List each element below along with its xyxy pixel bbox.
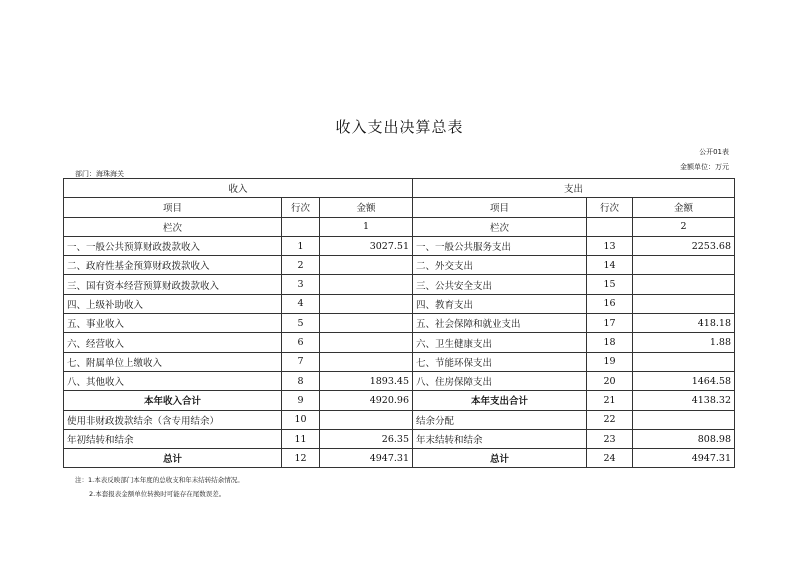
expense-column-blank (587, 217, 633, 236)
table-row (64, 391, 735, 410)
income-item: 三、国有资本经营预算财政拨款收入 (64, 275, 282, 294)
expense-item: 七、节能环保支出 (413, 352, 587, 371)
expense-row-number: 14 (587, 256, 633, 275)
expense-row-number: 16 (587, 294, 633, 313)
income-item: 七、附属单位上缴收入 (64, 352, 282, 371)
income-item: 使用非财政拨款结余（含专用结余） (64, 410, 282, 429)
expense-amount: 2253.68 (633, 236, 735, 255)
income-item: 六、经营收入 (64, 333, 282, 352)
expense-item: 结余分配 (413, 410, 587, 429)
expense-amount (633, 256, 735, 275)
income-rowno-header: 行次 (282, 198, 320, 217)
amount-unit: 金额单位：万元 (680, 163, 729, 171)
expense-row-number: 22 (587, 410, 633, 429)
income-amount: 1893.45 (320, 371, 413, 390)
table-row (64, 371, 735, 390)
income-row-number: 4 (282, 294, 320, 313)
expense-header: 支出 (413, 179, 735, 198)
income-item: 二、政府性基金预算财政拨款收入 (64, 256, 282, 275)
income-item: 五、事业收入 (64, 314, 282, 333)
table-row (64, 333, 735, 352)
income-row-number: 3 (282, 275, 320, 294)
expense-amount (633, 410, 735, 429)
income-amount: 4920.96 (320, 391, 413, 410)
expense-row-number: 23 (587, 429, 633, 448)
income-amount: 3027.51 (320, 236, 413, 255)
column-header-row (64, 198, 735, 217)
income-amount: 26.35 (320, 429, 413, 448)
expense-row-number: 20 (587, 371, 633, 390)
income-item: 本年收入合计 (64, 391, 282, 410)
income-row-number: 9 (282, 391, 320, 410)
table-row (64, 256, 735, 275)
income-amount (320, 352, 413, 371)
income-amount (320, 333, 413, 352)
income-row-number: 7 (282, 352, 320, 371)
expense-amount: 418.18 (633, 314, 735, 333)
expense-amount: 4138.32 (633, 391, 735, 410)
table-row (64, 449, 735, 468)
footnotes (75, 473, 244, 501)
income-item: 总计 (64, 449, 282, 468)
expense-amount: 808.98 (633, 429, 735, 448)
expense-amount (633, 294, 735, 313)
expense-item: 五、社会保障和就业支出 (413, 314, 587, 333)
expense-row-number: 17 (587, 314, 633, 333)
expense-amount (633, 275, 735, 294)
income-amount: 4947.31 (320, 449, 413, 468)
income-row-number: 11 (282, 429, 320, 448)
expense-amount-header: 金额 (633, 198, 735, 217)
footnote-1: 注：1.本表反映部门本年度的总收支和年末结转结余情况。 (75, 476, 244, 484)
department-label: 部门：海珠海关 (75, 170, 124, 178)
income-row-number: 12 (282, 449, 320, 468)
expense-item: 一、一般公共服务支出 (413, 236, 587, 255)
table-row (64, 429, 735, 448)
table-row (64, 410, 735, 429)
income-item-header: 项目 (64, 198, 282, 217)
table-row (64, 275, 735, 294)
expense-item: 八、住房保障支出 (413, 371, 587, 390)
income-item: 一、一般公共预算财政拨款收入 (64, 236, 282, 255)
income-row-number: 10 (282, 410, 320, 429)
income-amount (320, 294, 413, 313)
expense-item-header: 项目 (413, 198, 587, 217)
expense-row-number: 19 (587, 352, 633, 371)
expense-rowno-header: 行次 (587, 198, 633, 217)
page-title: 收入支出决算总表 (335, 118, 464, 136)
expense-column-label: 栏次 (413, 217, 587, 236)
expense-row-number: 18 (587, 333, 633, 352)
table-row (64, 314, 735, 333)
expense-amount: 1464.58 (633, 371, 735, 390)
section-header-row (64, 179, 735, 198)
expense-row-number: 21 (587, 391, 633, 410)
income-item: 四、上级补助收入 (64, 294, 282, 313)
table-row (64, 236, 735, 255)
income-item: 八、其他收入 (64, 371, 282, 390)
expense-row-number: 24 (587, 449, 633, 468)
expense-amount (633, 352, 735, 371)
income-row-number: 6 (282, 333, 320, 352)
expense-amount: 4947.31 (633, 449, 735, 468)
expense-item: 二、外交支出 (413, 256, 587, 275)
income-row-number: 1 (282, 236, 320, 255)
income-row-number: 8 (282, 371, 320, 390)
expense-item: 三、公共安全支出 (413, 275, 587, 294)
summary-table (63, 178, 735, 468)
income-header: 收入 (64, 179, 413, 198)
income-amount-header: 金额 (320, 198, 413, 217)
income-row-number: 5 (282, 314, 320, 333)
expense-column-number: 2 (633, 217, 735, 236)
income-amount (320, 256, 413, 275)
expense-item: 六、卫生健康支出 (413, 333, 587, 352)
expense-row-number: 13 (587, 236, 633, 255)
income-row-number: 2 (282, 256, 320, 275)
expense-item: 本年支出合计 (413, 391, 587, 410)
income-column-blank (282, 217, 320, 236)
footnote-2: 2.本套报表金额单位转换时可能存在尾数误差。 (89, 490, 226, 498)
expense-item: 年末结转和结余 (413, 429, 587, 448)
income-amount (320, 410, 413, 429)
expense-item: 四、教育支出 (413, 294, 587, 313)
income-amount (320, 275, 413, 294)
income-amount (320, 314, 413, 333)
income-column-number: 1 (320, 217, 413, 236)
expense-amount: 1.88 (633, 333, 735, 352)
expense-row-number: 15 (587, 275, 633, 294)
expense-item: 总计 (413, 449, 587, 468)
income-column-label: 栏次 (64, 217, 282, 236)
column-number-row (64, 217, 735, 236)
table-row (64, 352, 735, 371)
form-number: 公开01表 (699, 148, 729, 156)
income-item: 年初结转和结余 (64, 429, 282, 448)
table-row (64, 294, 735, 313)
